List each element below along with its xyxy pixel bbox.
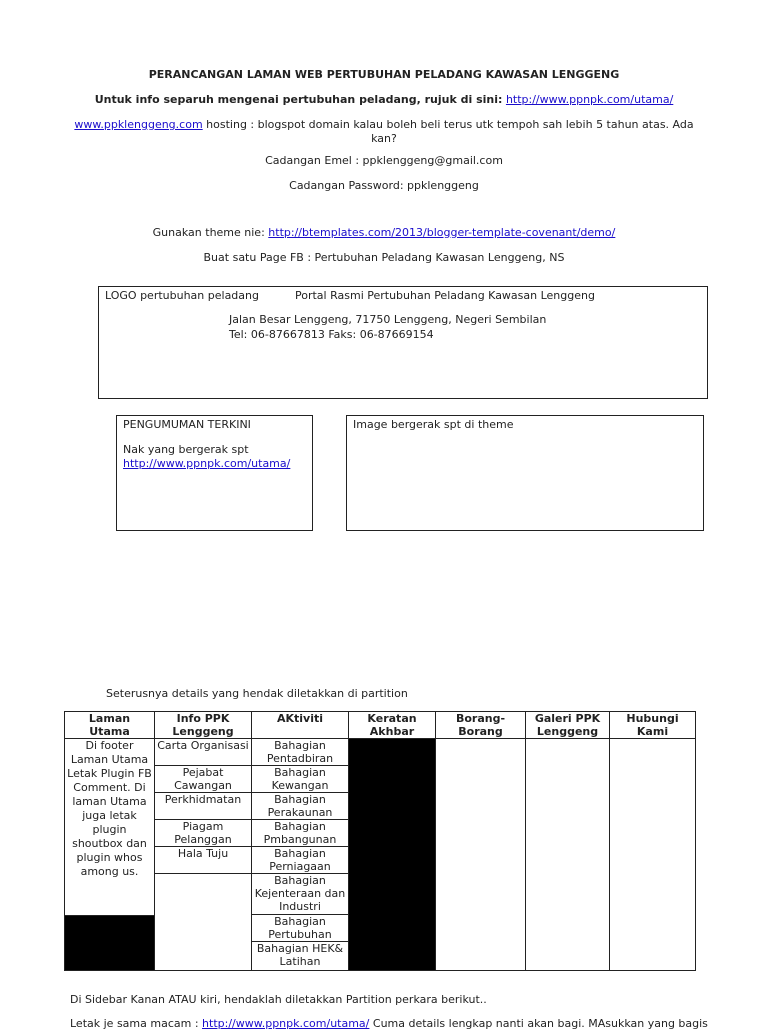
list-item: Bahagian Perniagaan — [252, 847, 348, 874]
list-item: Bahagian Kejenteraan dan Industri — [252, 874, 348, 915]
announcement-text: Nak yang bergerak spt — [123, 443, 249, 456]
table-header-row — [65, 712, 696, 739]
list-item: Bahagian Perakaunan — [252, 793, 348, 820]
password-line: Cadangan Password: ppklenggeng — [289, 179, 479, 192]
galeri-cell — [526, 739, 610, 971]
letak-rest: Cuma details lengkap nanti akan bagi. MAsukkan yang bagis — [369, 1017, 708, 1030]
domain-link[interactable]: www.ppklenggeng.com — [74, 118, 203, 131]
portal-title: Portal Rasmi Pertubuhan Peladang Kawasan Lenggeng — [295, 289, 595, 302]
partition-table — [64, 711, 696, 971]
hosting-text: hosting : blogspot domain kalau boleh beli terus utk tempoh sah lebih 5 tahun atas. Ada kan? — [202, 118, 694, 145]
list-item: Bahagian Pentadbiran — [252, 739, 348, 766]
list-item: Pejabat Cawangan — [155, 766, 251, 793]
fb-page-line: Buat satu Page FB : Pertubuhan Peladang Kawasan Lenggeng, NS — [203, 251, 565, 264]
header-aktiviti: AKtiviti — [252, 712, 349, 739]
theme-label: Gunakan theme nie: — [152, 226, 269, 239]
header-keratan-akhbar: Keratan Akhbar — [349, 712, 436, 739]
keratan-akhbar-cell — [349, 739, 436, 971]
image-box-text: Image bergerak spt di theme — [353, 418, 514, 431]
list-item: Bahagian Pertubuhan — [252, 915, 348, 942]
sidebar-text: Di Sidebar Kanan ATAU kiri, hendaklah diletakkan Partition perkara berikut.. — [70, 993, 487, 1006]
header-laman-utama: Laman Utama — [65, 712, 155, 739]
info-link[interactable]: http://www.ppnpk.com/utama/ — [505, 93, 674, 106]
header-galeri: Galeri PPK Lenggeng — [526, 712, 610, 739]
laman-utama-text: Di footer Laman Utama Letak Plugin FB Comment. Di laman Utama juga letak plugin shoutbox dan plugin whos among us. — [65, 739, 154, 916]
laman-utama-cell — [65, 739, 155, 971]
hubungi-cell — [610, 739, 696, 971]
theme-line — [60, 226, 708, 240]
header-borang: Borang-Borang — [436, 712, 526, 739]
aktiviti-cell — [252, 739, 349, 971]
list-item: Hala Tuju — [155, 847, 251, 874]
list-item: Perkhidmatan — [155, 793, 251, 820]
blank-cell — [65, 916, 154, 970]
info-line — [60, 93, 708, 107]
list-item: Bahagian HEK& Latihan — [256, 942, 344, 968]
list-item: Carta Organisasi — [155, 739, 251, 766]
address-text: Jalan Besar Lenggeng, 71750 Lenggeng, Negeri Sembilan — [229, 313, 547, 326]
announcement-title: PENGUMUMAN TERKINI — [123, 418, 251, 431]
page-title: PERANCANGAN LAMAN WEB PERTUBUHAN PELADANG KAWASAN LENGGENG — [148, 68, 620, 81]
info-label: Untuk info separuh mengenai pertubuhan peladang, rujuk di sini: — [94, 93, 503, 106]
partition-intro: Seterusnya details yang hendak diletakkan di partition — [106, 687, 408, 700]
header-info-ppk: Info PPK Lenggeng — [155, 712, 252, 739]
image-box — [346, 415, 704, 531]
email-line: Cadangan Emel : ppklenggeng@gmail.com — [265, 154, 503, 167]
phone-text: Tel: 06-87667813 Faks: 06-87669154 — [229, 328, 434, 341]
letak-link[interactable]: http://www.ppnpk.com/utama/ — [202, 1017, 370, 1030]
theme-link[interactable]: http://btemplates.com/2013/blogger-template-covenant/demo/ — [268, 226, 616, 239]
hosting-line — [60, 118, 708, 146]
header-hubungi: Hubungi Kami — [610, 712, 696, 739]
list-item: Piagam Pelanggan — [155, 820, 251, 847]
announcement-box — [116, 415, 313, 531]
borang-cell — [436, 739, 526, 971]
info-ppk-cell — [155, 739, 252, 971]
announcement-link[interactable]: http://www.ppnpk.com/utama/ — [123, 457, 291, 470]
header-layout-box — [98, 286, 708, 399]
logo-placeholder: LOGO pertubuhan peladang — [105, 289, 259, 302]
list-item: Bahagian Kewangan — [252, 766, 348, 793]
list-item: Bahagian Pmbangunan — [252, 820, 348, 847]
table-body-row — [65, 739, 696, 971]
letak-text: Letak je sama macam : — [70, 1017, 203, 1030]
